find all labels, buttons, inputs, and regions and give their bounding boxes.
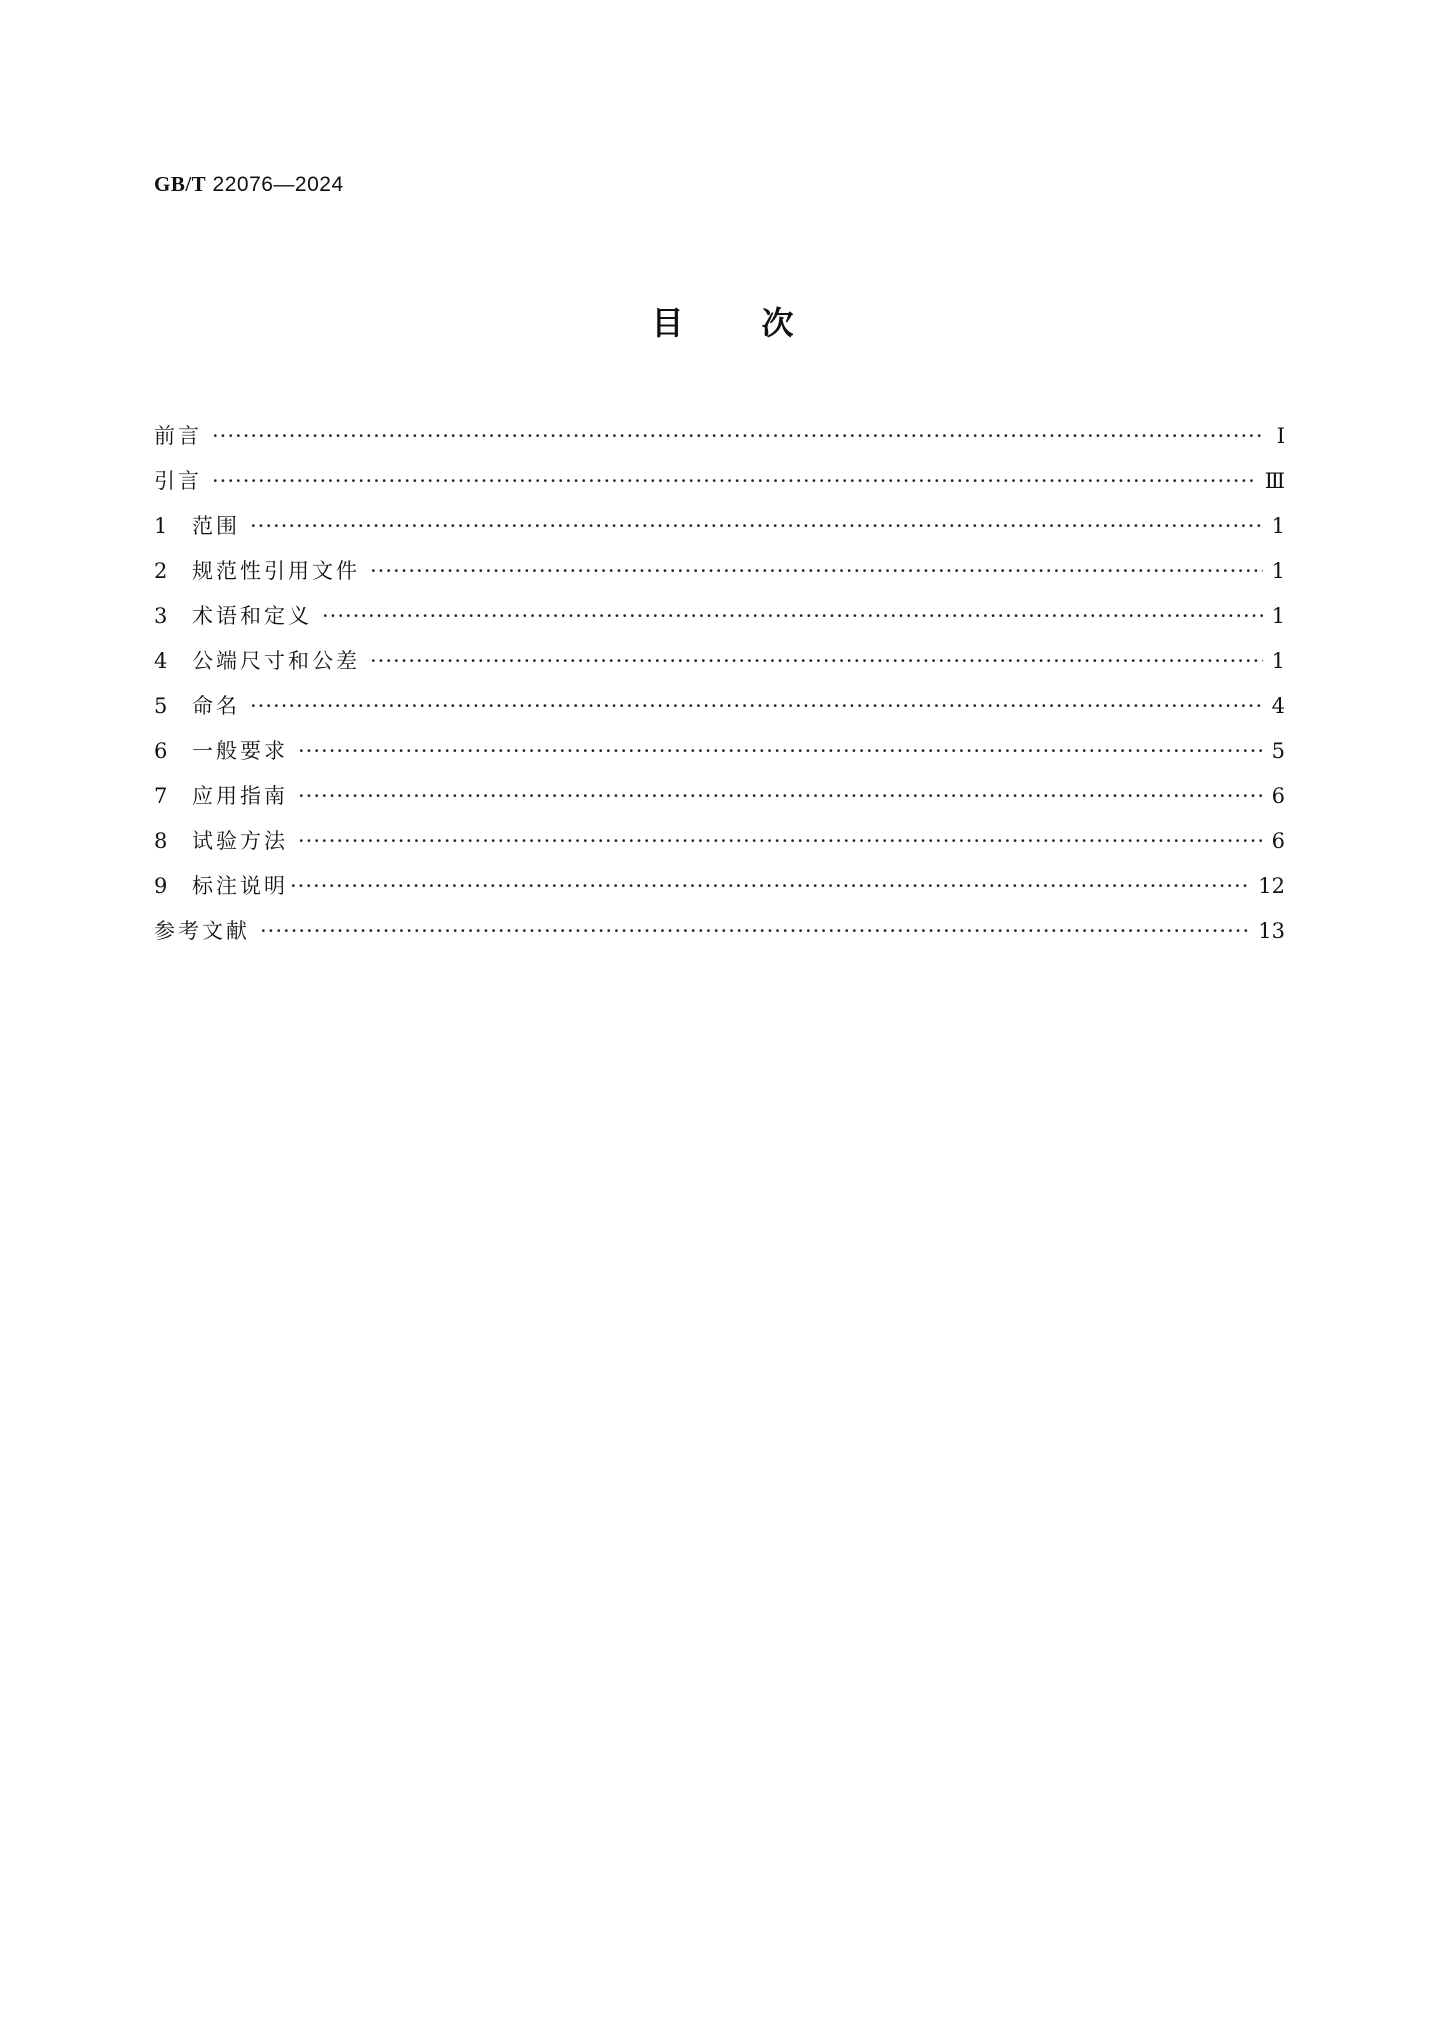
- toc-entry-label: 一般要求: [192, 739, 288, 763]
- toc-entry-number: 3: [154, 604, 168, 628]
- toc-entry-marking-notes[interactable]: [154, 864, 1285, 909]
- toc-entry-terms-definitions[interactable]: [154, 594, 1285, 639]
- toc-entry-label: 试验方法: [192, 829, 288, 853]
- toc-entry-number: 9: [154, 874, 168, 898]
- toc-entry-label: 引言: [154, 469, 202, 493]
- toc-entry-label: 应用指南: [192, 784, 288, 808]
- toc-entry-number: 6: [154, 739, 168, 763]
- toc-leader-dots: [370, 639, 1263, 684]
- toc-entry-foreword[interactable]: [154, 414, 1285, 459]
- toc-entry-normative-references[interactable]: [154, 549, 1285, 594]
- table-of-contents: [154, 414, 1285, 954]
- toc-entry-page: 1: [1271, 649, 1285, 673]
- standard-number: 22076—2024: [212, 173, 344, 196]
- toc-entry-page: 5: [1271, 739, 1285, 763]
- toc-entry-number: 1: [154, 514, 168, 538]
- toc-entry-page: 1: [1271, 604, 1285, 628]
- toc-entry-page: 1: [1271, 514, 1285, 538]
- toc-leader-dots: [260, 909, 1250, 954]
- toc-leader-dots: [298, 774, 1263, 819]
- toc-entry-label: 术语和定义: [192, 604, 312, 628]
- toc-entry-number: 4: [154, 649, 168, 673]
- standard-prefix: GB/T: [154, 172, 207, 196]
- toc-entry-label: 范围: [192, 514, 240, 538]
- toc-entry-designation[interactable]: [154, 684, 1285, 729]
- toc-leader-dots: [250, 504, 1263, 549]
- toc-entry-test-methods[interactable]: [154, 819, 1285, 864]
- toc-entry-page: 6: [1271, 829, 1285, 853]
- toc-entry-scope[interactable]: [154, 504, 1285, 549]
- toc-entry-page: 6: [1271, 784, 1285, 808]
- toc-entry-label: 规范性引用文件: [192, 559, 360, 583]
- toc-entry-number: 5: [154, 694, 168, 718]
- toc-entry-page: 13: [1258, 919, 1285, 943]
- toc-entry-introduction[interactable]: [154, 459, 1285, 504]
- toc-entry-general-requirements[interactable]: [154, 729, 1285, 774]
- toc-leader-dots: [322, 594, 1263, 639]
- toc-entry-label: 参考文献: [154, 919, 250, 943]
- toc-leader-dots: [212, 414, 1263, 459]
- toc-entry-label: 标注说明: [192, 874, 288, 898]
- toc-entry-page: Ⅲ: [1264, 469, 1285, 493]
- toc-entry-label: 命名: [192, 694, 240, 718]
- page-title: 目次: [651, 304, 872, 342]
- toc-entry-number: 7: [154, 784, 168, 808]
- document-code: [154, 172, 344, 197]
- toc-leader-dots: [212, 459, 1257, 504]
- toc-entry-dimensions-tolerances[interactable]: [154, 639, 1285, 684]
- toc-leader-dots: [370, 549, 1263, 594]
- toc-leader-dots: [298, 729, 1263, 774]
- toc-leader-dots: [250, 684, 1263, 729]
- toc-entry-bibliography[interactable]: [154, 909, 1285, 954]
- toc-entry-page: Ⅰ: [1276, 424, 1285, 448]
- toc-leader-dots: [298, 819, 1263, 864]
- toc-leader-dots: [290, 864, 1250, 909]
- toc-entry-label: 公端尺寸和公差: [192, 649, 360, 673]
- toc-entry-label: 前言: [154, 424, 202, 448]
- toc-entry-page: 12: [1258, 874, 1285, 898]
- toc-entry-page: 1: [1271, 559, 1285, 583]
- toc-entry-application-guide[interactable]: [154, 774, 1285, 819]
- toc-entry-number: 8: [154, 829, 168, 853]
- toc-entry-number: 2: [154, 559, 168, 583]
- toc-entry-page: 4: [1271, 694, 1285, 718]
